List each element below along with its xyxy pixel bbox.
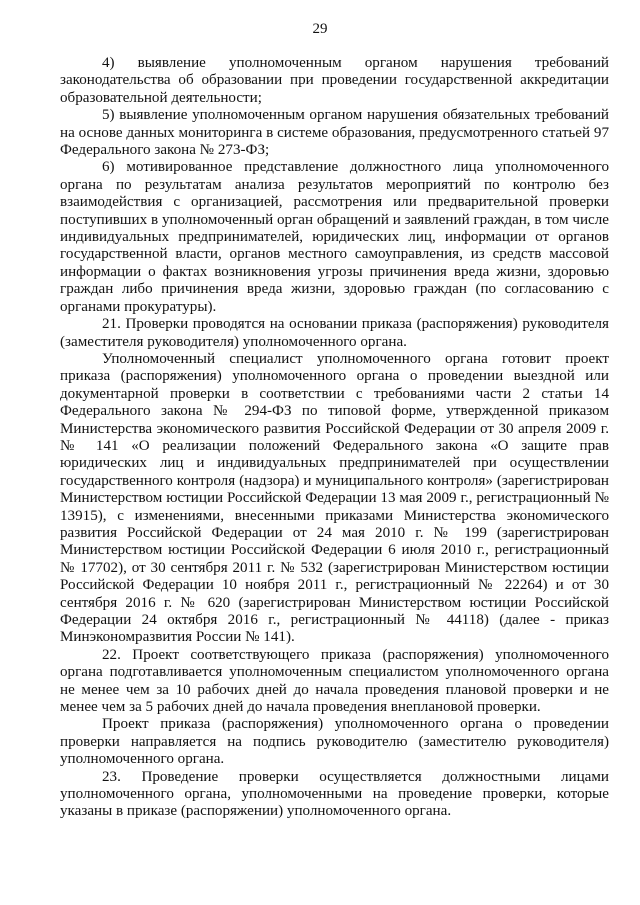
paragraph-item-6: 6) мотивированное представление должностного лица уполномоченного органа по результатам анализа результатов мероприятий по контролю без взаимодействия с организацией, рассмотрения или предварительной проверки поступивших в уполномоченный орган обращений и заявлений граждан, в том числе индивидуальных предпринимателей, юридических лиц, информации от органов государственной власти, органов местного самоуправления, из средств массовой информации о фактах возникновения угрозы причинения вреда жизни, здоровью граждан либо причинения вреда жизни, здоровью граждан (по согласованию с органами прокуратуры). [60,159,609,315]
paragraph-draft-order: Уполномоченный специалист уполномоченного органа готовит проект приказа (распоряжения) уполномоченного органа о проведении выездной или документарной проверки в соответствии с требованиями части 2 статьи 14 Федерального закона № 294-ФЗ по типовой форме, утвержденной приказом Министерства экономического развития Российской Федерации от 30 апреля 2009 г. № 141 «О реализации положений Федерального закона «О защите прав юридических лиц и индивидуальных предпринимателей при осуществлении государственного контроля (надзора) и муниципального контроля» (зарегистрирован Министерством юстиции Российской Федерации 13 мая 2009 г., регистрационный № 13915), с изменениями, внесенными приказами Министерства экономического развития Российской Федерации от 24 мая 2010 г. № 199 (зарегистрирован Министерством юстиции Российской Федерации 6 июля 2010 г., регистрационный № 17702), от 30 сентября 2011 г. № 532 (зарегистрирован Министерством юстиции Российской Федерации 10 ноября 2011 г., регистрационный № 22264) и от 30 сентября 2016 г. № 620 (зарегистрирован Министерством юстиции Российской Федерации 24 октября 2016 г., регистрационный № 44118) (далее - приказ Минэкономразвития России № 141). [60,350,609,646]
paragraph-item-5: 5) выявление уполномоченным органом нарушения обязательных требований на основе данных мониторинга в системе образования, предусмотренного статьей 97 Федерального закона № 273-ФЗ; [60,107,609,159]
document-body [60,55,609,821]
paragraph-clause-21: 21. Проверки проводятся на основании приказа (распоряжения) руководителя (заместителя руководителя) уполномоченного органа. [60,316,609,350]
paragraph-item-4: 4) выявление уполномоченным органом нарушения требований законодательства об образовании при проведении государственной аккредитации образовательной деятельности; [60,55,609,106]
page-number: 29 [312,21,328,37]
paragraph-clause-23: 23. Проведение проверки осуществляется должностными лицами уполномоченного органа, уполномоченными на проведение проверки, которые указаны в приказе (распоряжении) уполномоченного органа. [60,768,609,820]
paragraph-draft-signature: Проект приказа (распоряжения) уполномоченного органа о проведении проверки направляется на подпись руководителю (заместителю руководителя) уполномоченного органа. [60,716,609,768]
paragraph-clause-22: 22. Проект соответствующего приказа (распоряжения) уполномоченного органа подготавливается уполномоченным специалистом уполномоченного органа не менее чем за 10 рабочих дней до начала проведения плановой проверки и не менее чем за 5 рабочих дней до начала проведения внеплановой проверки. [60,646,609,716]
